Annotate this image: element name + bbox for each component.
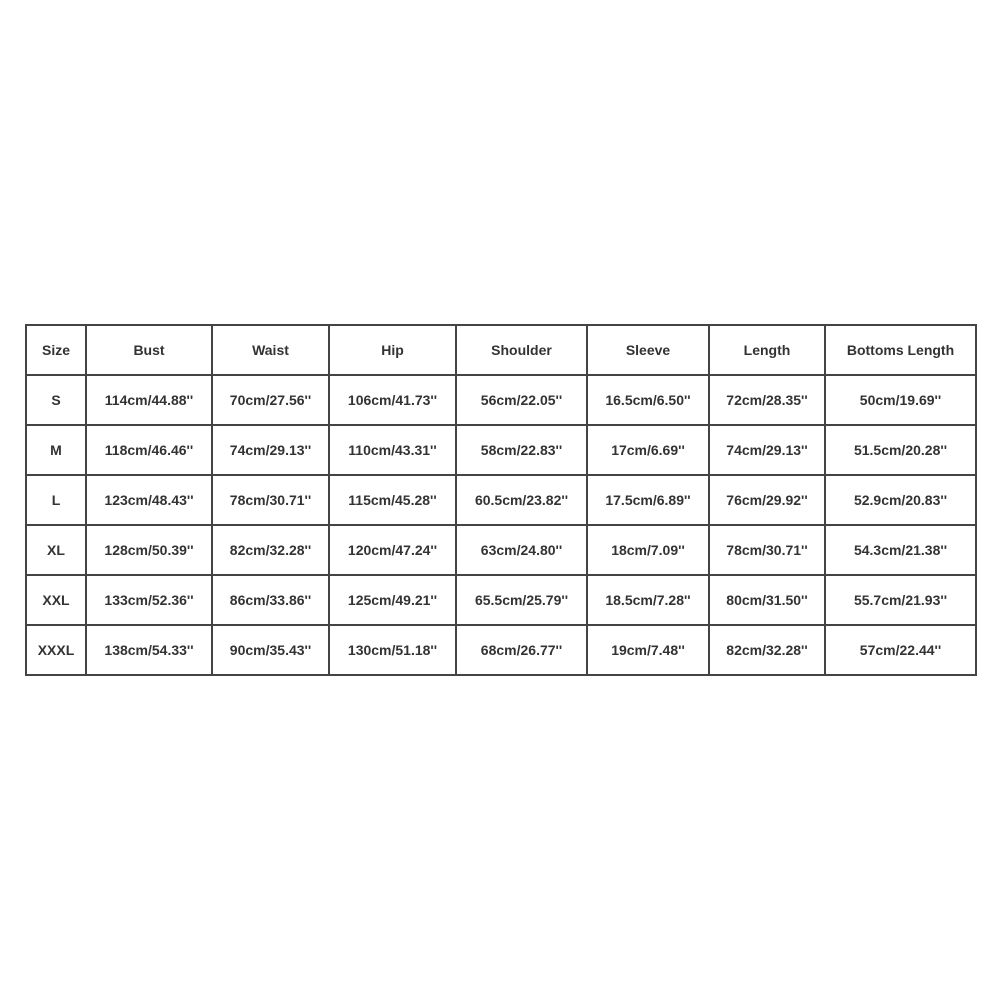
size-cell: XL [26, 525, 86, 575]
header-cell-length: Length [709, 325, 825, 375]
sleeve-cell: 17cm/6.69'' [587, 425, 709, 475]
table-row [26, 625, 976, 675]
sleeve-cell: 16.5cm/6.50'' [587, 375, 709, 425]
header-cell-bottoms-length: Bottoms Length [825, 325, 976, 375]
size-cell: XXL [26, 575, 86, 625]
bottoms-length-cell: 50cm/19.69'' [825, 375, 976, 425]
bust-cell: 114cm/44.88'' [86, 375, 212, 425]
header-row [26, 325, 976, 375]
hip-cell: 106cm/41.73'' [329, 375, 456, 425]
shoulder-cell: 63cm/24.80'' [456, 525, 587, 575]
waist-cell: 82cm/32.28'' [212, 525, 329, 575]
length-cell: 80cm/31.50'' [709, 575, 825, 625]
bottoms-length-cell: 57cm/22.44'' [825, 625, 976, 675]
table-row [26, 375, 976, 425]
bottoms-length-cell: 51.5cm/20.28'' [825, 425, 976, 475]
length-cell: 74cm/29.13'' [709, 425, 825, 475]
sleeve-cell: 19cm/7.48'' [587, 625, 709, 675]
hip-cell: 110cm/43.31'' [329, 425, 456, 475]
table-row [26, 525, 976, 575]
length-cell: 78cm/30.71'' [709, 525, 825, 575]
length-cell: 72cm/28.35'' [709, 375, 825, 425]
sleeve-cell: 18cm/7.09'' [587, 525, 709, 575]
hip-cell: 120cm/47.24'' [329, 525, 456, 575]
bottoms-length-cell: 52.9cm/20.83'' [825, 475, 976, 525]
header-cell-sleeve: Sleeve [587, 325, 709, 375]
header-cell-hip: Hip [329, 325, 456, 375]
waist-cell: 90cm/35.43'' [212, 625, 329, 675]
shoulder-cell: 60.5cm/23.82'' [456, 475, 587, 525]
header-cell-waist: Waist [212, 325, 329, 375]
bust-cell: 123cm/48.43'' [86, 475, 212, 525]
header-cell-size: Size [26, 325, 86, 375]
shoulder-cell: 56cm/22.05'' [456, 375, 587, 425]
header-cell-bust: Bust [86, 325, 212, 375]
shoulder-cell: 68cm/26.77'' [456, 625, 587, 675]
table-row [26, 475, 976, 525]
size-cell: L [26, 475, 86, 525]
sleeve-cell: 18.5cm/7.28'' [587, 575, 709, 625]
hip-cell: 115cm/45.28'' [329, 475, 456, 525]
length-cell: 82cm/32.28'' [709, 625, 825, 675]
bottoms-length-cell: 54.3cm/21.38'' [825, 525, 976, 575]
header-cell-shoulder: Shoulder [456, 325, 587, 375]
hip-cell: 125cm/49.21'' [329, 575, 456, 625]
waist-cell: 86cm/33.86'' [212, 575, 329, 625]
bust-cell: 133cm/52.36'' [86, 575, 212, 625]
waist-cell: 74cm/29.13'' [212, 425, 329, 475]
waist-cell: 70cm/27.56'' [212, 375, 329, 425]
bottoms-length-cell: 55.7cm/21.93'' [825, 575, 976, 625]
hip-cell: 130cm/51.18'' [329, 625, 456, 675]
bust-cell: 138cm/54.33'' [86, 625, 212, 675]
table-row [26, 425, 976, 475]
bust-cell: 128cm/50.39'' [86, 525, 212, 575]
size-cell: M [26, 425, 86, 475]
shoulder-cell: 58cm/22.83'' [456, 425, 587, 475]
bust-cell: 118cm/46.46'' [86, 425, 212, 475]
sleeve-cell: 17.5cm/6.89'' [587, 475, 709, 525]
length-cell: 76cm/29.92'' [709, 475, 825, 525]
table-row [26, 575, 976, 625]
waist-cell: 78cm/30.71'' [212, 475, 329, 525]
size-cell: S [26, 375, 86, 425]
size-chart-table [25, 324, 977, 676]
size-cell: XXXL [26, 625, 86, 675]
shoulder-cell: 65.5cm/25.79'' [456, 575, 587, 625]
